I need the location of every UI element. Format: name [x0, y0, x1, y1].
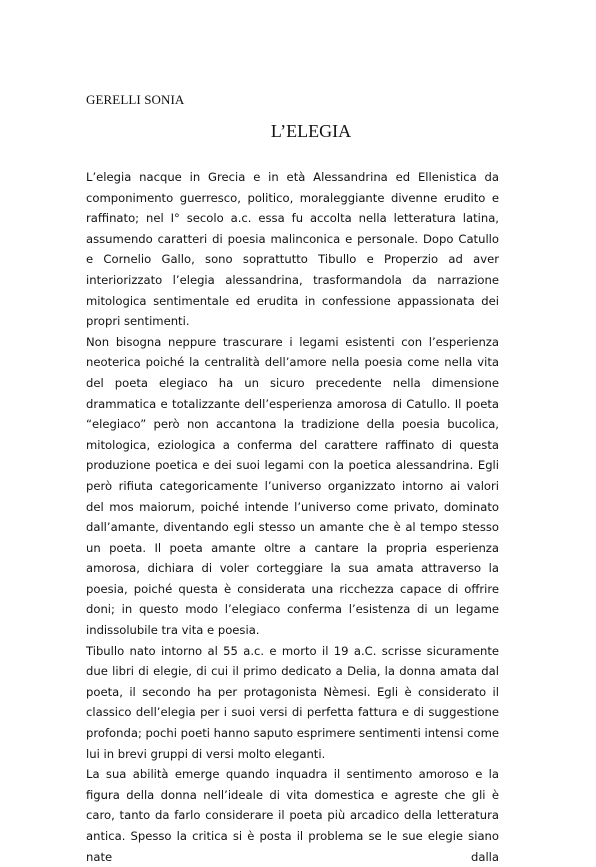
paragraph-1: L’elegia nacque in Grecia e in età Alessandrina ed Ellenistica da componimento guerresco, politico, moraleggiante divenne erudito e raffinato; nel I° secolo a.c. essa fu accolta nella letteratura latina, assumendo caratteri di poesia malinconica e personale. Dopo Catullo e Cornelio Gallo, sono soprattutto Tibullo e Properzio ad aver interiorizzato l’elegia alessandrina, trasformandola da narrazione mitologica sentimentale ed erudita in confessione appassionata dei propri sentimenti. — [86, 170, 499, 329]
paragraph-2: Non bisogna neppure trascurare i legami esistenti con l’esperienza neoterica poiché la centralità dell’amore nella poesia come nella vita del poeta elegiaco ha un sicuro precedente nella dimensione drammatica e totalizzante dell’esperienza amorosa di Catullo. Il poeta “elegiaco” però non accantona la tradizione della poesia bucolica, mitologica, eziologica a conferma del carattere raffinato di questa produzione poetica e dei suoi legami con la poetica alessandrina. Egli però rifiuta categoricamente l’universo organizzato intorno ai valori del mos maiorum, poiché intende l’universo come privato, dominato dall’amante, diventando egli stesso un amante che è al tempo stesso un poeta. Il poeta amante oltre a cantare la propria esperienza amorosa, dichiara di voler corteggiare la sua amata attraverso la poesia, poiché questa è considerata una ricchezza capace di offrire doni; in questo modo l’elegiaco conferma l’esistenza di un legame indissolubile tra vita e poesia. — [86, 334, 499, 638]
author-name: GERELLI SONIA — [86, 92, 185, 107]
paragraph-3: Tibullo nato intorno al 55 a.c. e morto il 19 a.C. scrisse sicuramente due libri di elegie, di cui il primo dedicato a Delia, la donna amata dal poeta, il secondo ha per protagonista Nèmesi. Egli è considerato il classico dell’elegia per i suoi versi di perfetta fattura e di suggestione profonda; pochi poeti hanno saputo esprimere sentimenti intensi come lui in brevi gruppi di versi molto eleganti. — [86, 643, 499, 761]
document-body — [86, 167, 499, 867]
document-title: L’ELEGIA — [270, 121, 352, 141]
paragraph-4: La sua abilità emerge quando inquadra il sentimento amoroso e la figura della donna nell’ideale di vita domestica e agreste che gli è caro, tanto da farlo considerare il poeta più arcadico della letteratura antica. Spesso la critica si è posta il problema se le sue elegie siano nate dalla — [86, 767, 499, 864]
